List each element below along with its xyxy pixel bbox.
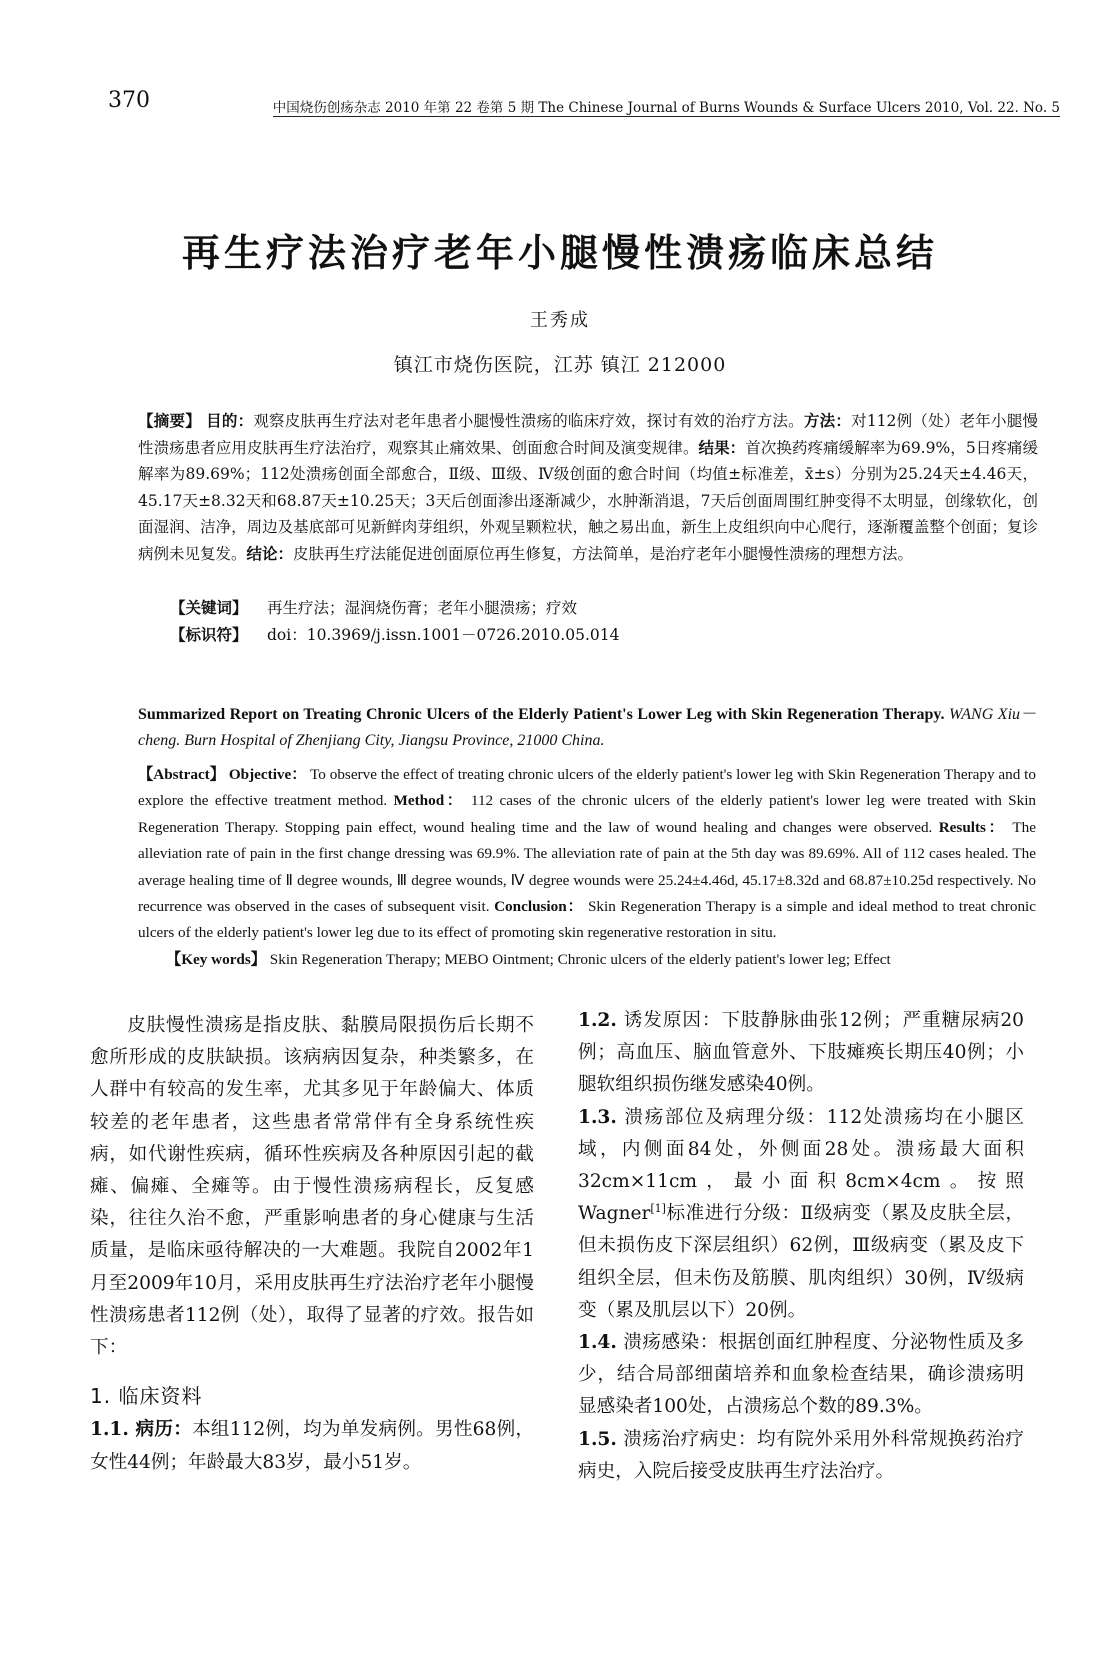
en-keywords-text: Skin Regeneration Therapy; MEBO Ointment; Chronic ulcers of the elderly patient's lower leg; Effect [269, 951, 891, 968]
subsection-1-3-text-b: 标准进行分级：Ⅱ级病变（累及皮肤全层，但未损伤皮下深层组织）62例，Ⅲ级病变（累及皮下组织全层，但未伤及筋膜、肌肉组织）30例，Ⅳ级病变（累及肌层以下）20例。 [578, 1203, 1024, 1321]
page-header [108, 88, 1060, 118]
results-text: 首次换药疼痛缓解率为69.9%，5日疼痛缓解率为89.69%；112处溃疡创面全部愈合，Ⅱ级、Ⅲ级、Ⅳ级创面的愈合时间（均值±标准差，x̄±s）分别为25.24天±4.46天，45.17天±8.32天和68.87天±10.25天；3天后创面渗出逐渐减少，水肿渐消退，7天后创面周围红肿变得不太明显，创缘软化，创面湿润、洁净，周边及基底部可见新鲜肉芽组织，外观呈颗粒状，触之易出血，新生上皮组织向中心爬行，逐渐覆盖整个创面；复诊病例未见复发。 [138, 438, 1038, 563]
article-title: 再生疗法治疗老年小腿慢性溃疡临床总结 [181, 231, 938, 275]
subsection-1-2 [578, 1005, 1024, 1102]
english-title-block [138, 702, 1036, 754]
method-text: 对112例（处）老年小腿慢性溃疡患者应用皮肤再生疗法治疗，观察其止痛效果、创面愈合时间及演变规律。 [138, 412, 1038, 457]
en-conclusion-text: Skin Regeneration Therapy is a simple and ideal method to treat chronic ulcers of the elderly patient's lower leg due to its effect of promoting skin regenerative restoration in situ. [138, 898, 1036, 942]
english-title: Summarized Report on Treating Chronic Ulcers of the Elderly Patient's Lower Leg with Skin Regeneration Therapy. [138, 706, 945, 723]
subsection-1-5 [578, 1424, 1024, 1488]
subsection-1-4-label: 1.4. [578, 1332, 617, 1354]
subsection-1-4-text: 溃疡感染：根据创面红肿程度、分泌物性质及多少，结合局部细菌培养和血象检查结果，确诊溃疡明显感染者100处，占溃疡总个数的89.3%。 [578, 1332, 1024, 1418]
subsection-1-1-label: 1.1. 病历： [90, 1419, 193, 1441]
conclusion-label: 结论： [246, 543, 294, 563]
keywords-cn-text: 再生疗法；湿润烧伤膏；老年小腿溃疡；疗效 [267, 599, 578, 617]
abstract-cn [138, 408, 1038, 568]
keywords-en [166, 948, 1046, 969]
en-objective-label: Objective： [228, 766, 307, 783]
subsection-1-5-label: 1.5. [578, 1428, 617, 1450]
page-number: 370 [108, 88, 150, 113]
en-results-label: Results： [938, 818, 1007, 836]
keywords-cn-label: 【关键词】 [170, 598, 248, 617]
subsection-1-2-text: 诱发原因：下肢静脉曲张12例；严重糖尿病20例；高血压、脑血管意外、下肢瘫痪长期压40例；小腿软组织损伤继发感染40例。 [578, 1010, 1024, 1096]
subsection-1-1-text: 本组112例，均为单发病例。男性68例，女性44例；年龄最大83岁，最小51岁。 [90, 1419, 535, 1473]
citation-ref: [1] [650, 1202, 666, 1216]
objective-label: 目的： [206, 411, 254, 430]
body-left-column [90, 1010, 534, 1479]
doi-text: doi：10.3969/j.issn.1001－0726.2010.05.014 [267, 626, 620, 644]
subsection-1-2-label: 1.2. [578, 1010, 617, 1031]
section-heading-clinical-data: 1. 临床资料 [90, 1384, 203, 1409]
en-method-label: Method： [393, 792, 465, 810]
objective-text: 观察皮肤再生疗法对老年患者小腿慢性溃疡的临床疗效，探讨有效的治疗方法。 [253, 412, 804, 430]
running-title: 中国烧伤创疡杂志 2010 年第 22 卷第 5 期 The Chinese Journal of Burns Wounds & Surface Ulcers 2010, Vol. 22. No. 5 [272, 100, 1060, 116]
method-label: 方法： [803, 411, 852, 430]
subsection-1-5-text: 溃疡治疗病史：均有院外采用外科常规换药治疗病史，入院后接受皮肤再生疗法治疗。 [578, 1428, 1024, 1482]
en-abstract-label: 【Abstract】 [138, 766, 225, 783]
en-conclusion-label: Conclusion： [494, 898, 584, 916]
subsection-1-3-label: 1.3. [578, 1106, 617, 1128]
header-rule [273, 116, 1060, 117]
abstract-label: 【摘要】 [138, 411, 201, 430]
conclusion-text: 皮肤再生疗法能促进创面原位再生修复，方法简单，是治疗老年小腿慢性溃疡的理想方法。 [293, 544, 914, 563]
en-objective-text: To observe the effect of treating chronic ulcers of the elderly patient's lower leg with Skin Regeneration Therapy and to explore the effective treatment method. [138, 766, 1036, 810]
english-affiliation: WANG Xiu－cheng. Burn Hospital of Zhenjiang City, Jiangsu Province, 21000 China. [138, 706, 1037, 749]
subsection-1-3 [578, 1102, 1024, 1327]
subsection-1-1 [90, 1414, 534, 1478]
results-label: 结果： [698, 437, 746, 457]
author-name: 王秀成 [530, 310, 590, 331]
subsection-1-4 [578, 1327, 1024, 1424]
identifier-label: 【标识符】 [170, 625, 248, 644]
affiliation: 镇江市烧伤医院，江苏 镇江 212000 [393, 354, 727, 376]
en-method-text: 112 cases of the chronic ulcers of the elderly patient's lower leg were treated with Skin Regeneration Therapy. Stopping pain effect, wound healing time and the law of wound healing and changes were observed. [138, 792, 1037, 836]
intro-paragraph: 皮肤慢性溃疡是指皮肤、黏膜局限损伤后长期不愈所形成的皮肤缺损。该病病因复杂，种类繁多，在人群中有较高的发生率，尤其多见于年龄偏大、体质较差的老年患者，这些患者常常伴有全身系统性疾病，如代谢性疾病，循环性疾病及各种原因引起的截瘫、偏瘫、全瘫等。由于慢性溃疡病程长，反复感染，往往久治不愈，严重影响患者的身心健康与生活质量，是临床亟待解决的一大难题。我院自2002年1月至2009年10月，采用皮肤再生疗法治疗老年小腿慢性溃疡患者112例（处），取得了显著的疗效。报告如下： [90, 1015, 534, 1359]
subsection-1-3-text-a: 溃疡部位及病理分级：112处溃疡均在小腿区域，内侧面84处，外侧面28处。溃疡最大面积32cm×11cm，最小面积8cm×4cm。按照Wagner [578, 1106, 1024, 1225]
abstract-en [138, 762, 1036, 947]
en-results-text: The alleviation rate of pain in the first change dressing was 69.9%. The alleviation rate of pain at the 5th day was 89.69%. All of 112 cases healed. The average healing time of Ⅱ degree wounds, Ⅲ degree wounds, Ⅳ degree wounds were 25.24±4.46d, 45.17±8.32d and 68.87±10.25d respectively. No recurrence was observed in the cases of subsequent visit. [138, 818, 1036, 916]
keywords-cn [170, 596, 577, 618]
body-right-column [578, 1005, 1024, 1488]
en-keywords-label: 【Key words】 [166, 951, 266, 968]
identifier-row [170, 623, 619, 645]
